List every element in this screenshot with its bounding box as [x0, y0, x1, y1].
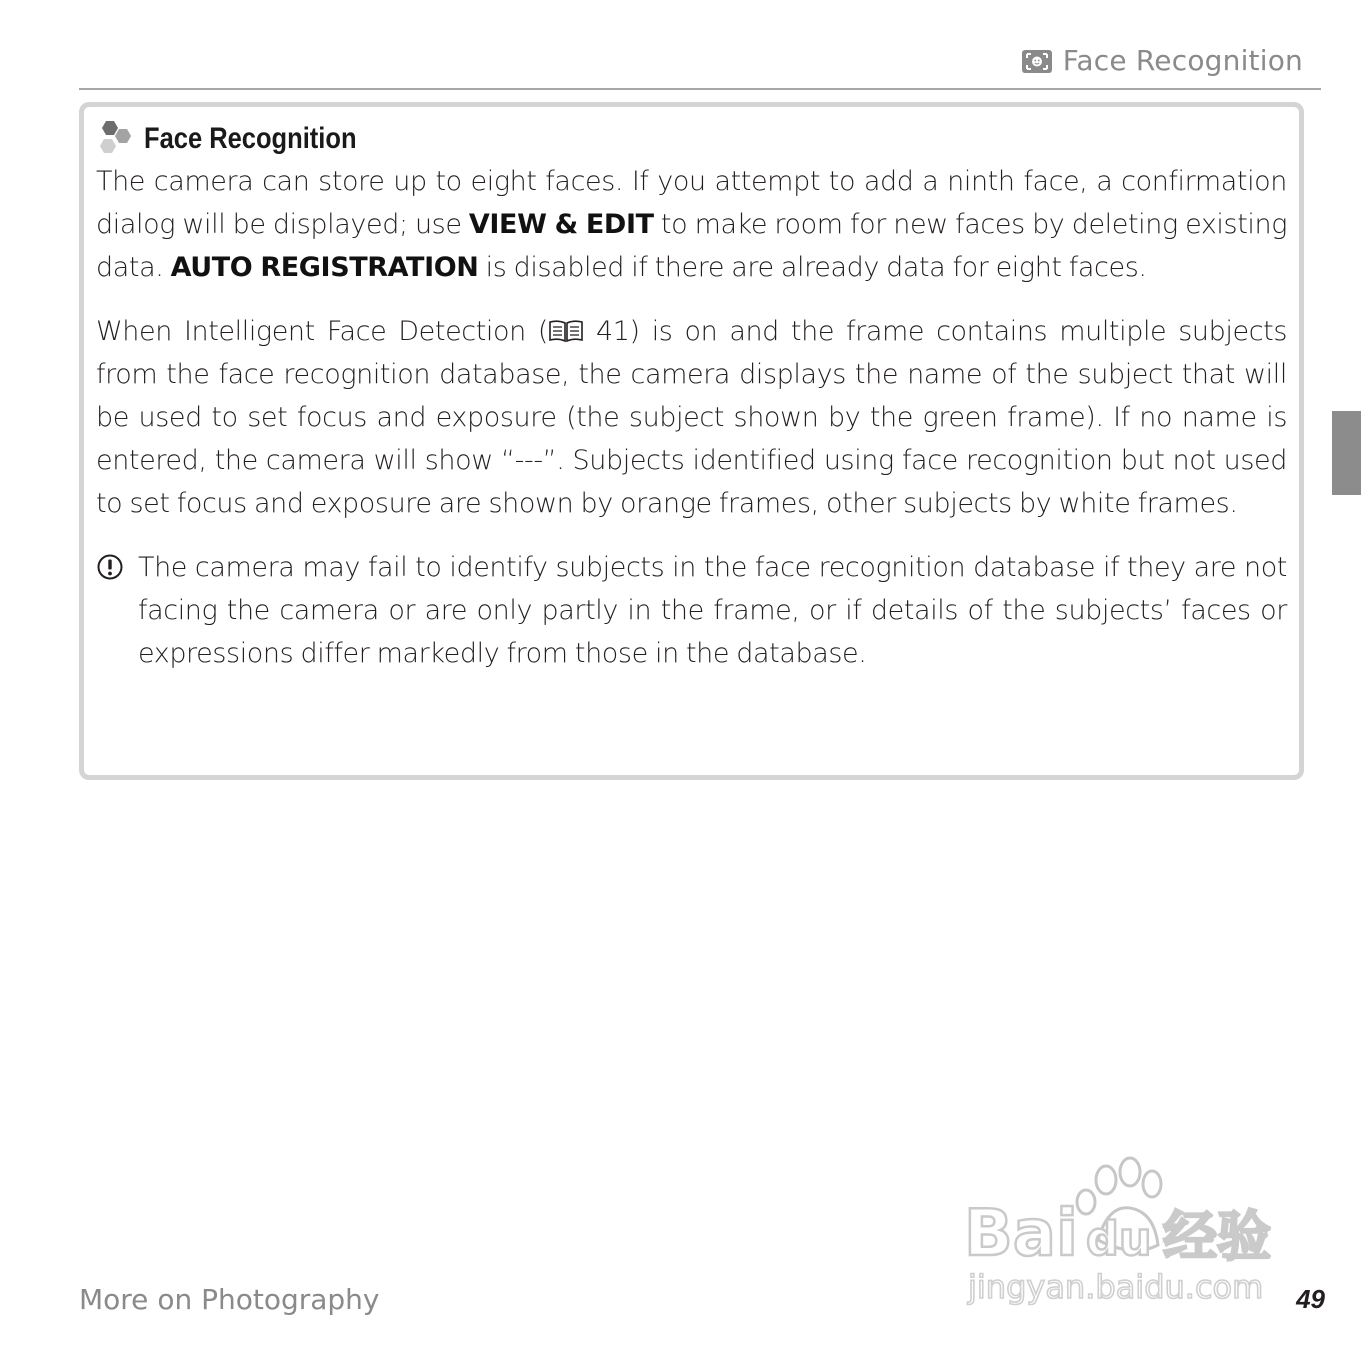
header-rule: [79, 88, 1321, 90]
note-title: [96, 119, 1287, 159]
section-title: Face Recognition: [1062, 44, 1303, 77]
paragraph-face-storage: [96, 160, 1287, 289]
view-edit-label: VIEW & EDIT: [468, 209, 654, 240]
text-run: When Intelligent Face Detection (: [96, 316, 548, 347]
page-number: 49: [1296, 1284, 1325, 1314]
footer-section-title: More on Photography: [79, 1283, 380, 1316]
caution-text: The camera may fail to identify subjects in the face recognition database if they are not facing the camera or are only partly in the frame, or if details of the subjects’ faces or expressions differ markedly from those in the database.: [138, 552, 1287, 669]
text-run: to make room for new faces by deleting existing data.: [96, 209, 1287, 283]
svg-text:jingyan.baidu.com: jingyan.baidu.com: [968, 1268, 1264, 1306]
page-reference[interactable]: 41): [584, 316, 640, 347]
caution-icon: [96, 553, 124, 581]
text-run: is on and the frame contains multiple subjects from the face recognition database, the camera displays the name of the subject that will be used to set focus and exposure (the subject shown by the green frame). If no name is entered, the camera will show “---”. Subjects identified using face recognition but not used to set focus and exposure are shown by orange frames, other subjects by white frames.: [96, 316, 1287, 519]
text-run: The camera can store up to eight faces. If you attempt to add a ninth face, a confirmation dialog will be displayed; use: [96, 166, 1287, 240]
face-recognition-icon: [1021, 48, 1053, 73]
note-title-text: Face Recognition: [144, 122, 357, 155]
svg-text:经验: 经验: [1163, 1205, 1271, 1268]
hexagons-icon: [96, 119, 136, 159]
auto-registration-label: AUTO REGISTRATION: [170, 252, 479, 283]
caution-note: [96, 546, 1287, 675]
svg-text:du: du: [1086, 1212, 1152, 1266]
chapter-tab: [1332, 411, 1361, 495]
paragraph-face-detection: [96, 310, 1287, 525]
book-icon: [548, 313, 584, 337]
text-run: is disabled if there are already data for eight faces.: [478, 252, 1147, 283]
running-header: [1021, 44, 1303, 77]
note-box: [79, 102, 1304, 780]
baidu-watermark: [958, 1150, 1288, 1315]
svg-text:Bai: Bai: [964, 1197, 1078, 1271]
